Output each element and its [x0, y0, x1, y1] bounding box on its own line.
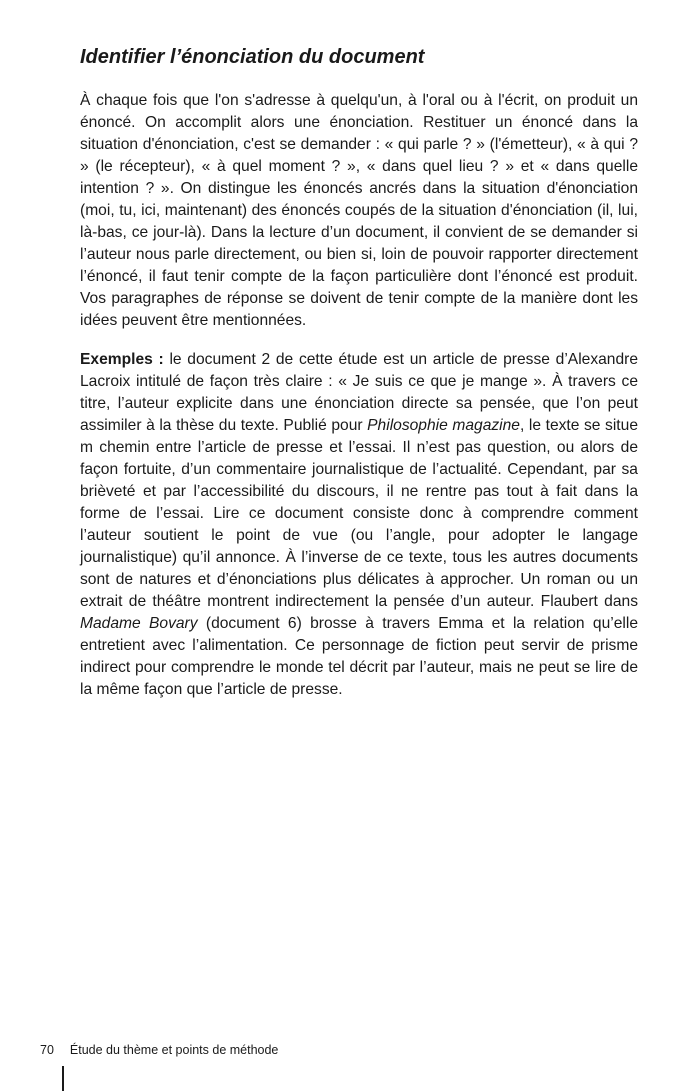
- page-number: 70: [40, 1043, 54, 1057]
- title-madame-bovary: Madame Bovary: [80, 615, 198, 632]
- footer-rule: [62, 1066, 64, 1091]
- exemples-label: Exemples :: [80, 351, 164, 368]
- exemples-text-part-3: (document 6) brosse à travers Emma et la relation qu’elle entretient avec l’alimentation. Ce personnage de fiction peut servir de prisme indirect pour comprendre le monde tel décrit par l’auteur, mais ne peut se lire de la même façon que l’article de presse.: [80, 615, 638, 698]
- page-content: [80, 44, 638, 701]
- exemples-text-part-2: , le texte se situe m chemin entre l’article de presse et l’essai. Il n’est pas question, ou alors de façon fortuite, d’un commentaire journalistique de l’actualité. Cependant, par sa brièveté et par l’accessibilité du discours, il ne rentre pas tout à fait dans la forme de l’essai. Lire ce document consiste donc à comprendre comment l’auteur soutient le point de vue (ou l’angle, pour adopter le langage journalistique) qu’il annonce. À l’inverse de ce texte, tous les autres documents sont de natures et d’énonciations plus délicates à approcher. Un roman ou un extrait de théâtre montrent indirectement la pensée d’un auteur. Flaubert dans: [80, 417, 638, 610]
- paragraph-exemples: [80, 349, 638, 701]
- title-philosophie-magazine: Philosophie magazine: [367, 417, 520, 434]
- paragraph-enonciation: À chaque fois que l'on s'adresse à quelqu'un, à l'oral ou à l'écrit, on produit un énoncé. On accomplit alors une énonciation. Restituer un énoncé dans la situation d'énonciation, c'est se demander : « qui parle ? » (l'émetteur), « à qui ? » (le récepteur), « à quel moment ? », « dans quel lieu ? » et « dans quelle intention ? ». On distingue les énoncés ancrés dans la situation d'énonciation (moi, tu, ici, maintenant) des énoncés coupés de la situation d'énonciation (il, lui, là-bas, ce jour-là). Dans la lecture d’un document, il convient de se demander si l’auteur nous parle directement, ou bien si, loin de pouvoir rapporter directement l’énoncé, il faut tenir compte de la façon particulière dont l’énoncé est produit. Vos paragraphes de réponse se doivent de tenir compte de la manière dont les idées peuvent être mentionnées.: [80, 92, 638, 329]
- page-footer: [40, 1043, 278, 1057]
- running-title: Étude du thème et points de méthode: [69, 1043, 279, 1057]
- exemples-text-part-1: le document 2 de cette étude est un article de presse d’Alexandre Lacroix intitulé de façon très claire : « Je suis ce que je mange ». À travers ce titre, l’auteur explicite dans une énonciation directe sa pensée, que l’on peut assimiler à la thèse du texte. Publié pour: [80, 351, 639, 434]
- section-heading: Identifier l’énonciation du document: [80, 46, 425, 68]
